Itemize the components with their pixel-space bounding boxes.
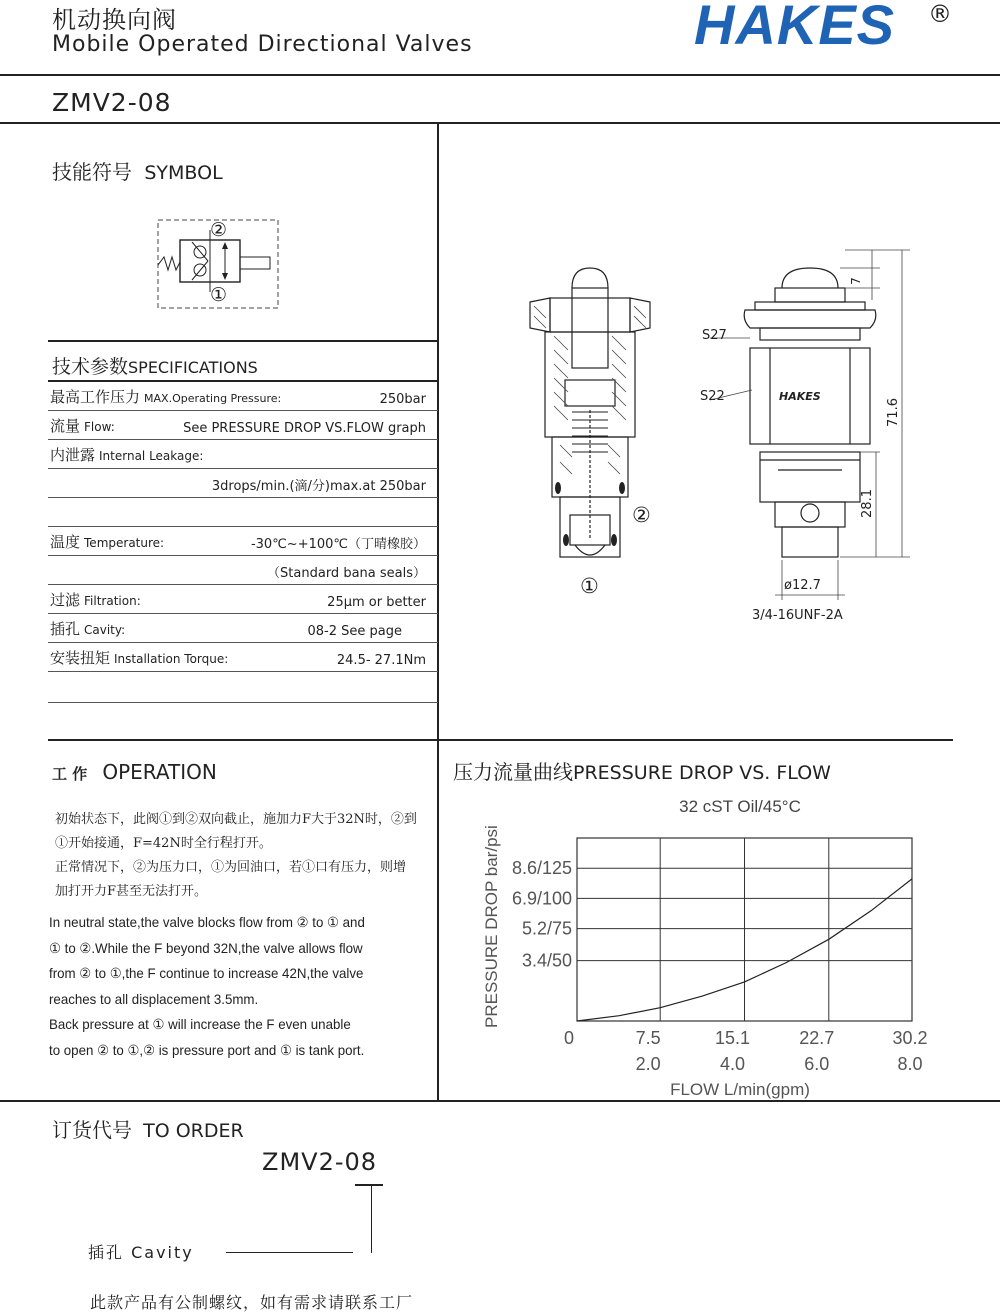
dim-diameter: ø12.7 — [784, 578, 821, 593]
operation-heading — [52, 760, 217, 784]
drawing-port-1: ① — [580, 574, 599, 598]
operation-cn-line: 加打开力F甚至无法打开。 — [55, 884, 208, 899]
spec-label-cn: 安装扭矩 — [50, 649, 111, 667]
spec-label-en: Filtration: — [84, 594, 141, 608]
chart-x-tick-label-gpm: 6.0 — [804, 1054, 830, 1074]
spec-label-en: MAX.Operating Pressure: — [144, 392, 282, 405]
graph-heading — [453, 756, 831, 785]
chart-title: 32 cST Oil/45°C — [679, 797, 801, 816]
symbol-port-1: ① — [210, 284, 228, 306]
order-heading — [52, 1114, 244, 1143]
label-s27: S27 — [702, 328, 727, 343]
spec-row-cavity — [48, 613, 438, 643]
spec-label-en: Flow: — [84, 420, 115, 434]
chart-x-tick-label-gpm: 2.0 — [635, 1054, 661, 1074]
pressure-flow-chart — [440, 788, 960, 1100]
operation-en-line: Back pressure at ① will increase the F even unable — [49, 1016, 351, 1032]
spec-label-cn: 内泄露 — [50, 446, 96, 464]
dim-7: 7 — [848, 277, 863, 285]
spec-value: 250bar — [379, 392, 426, 407]
spec-row-blank — [48, 497, 438, 527]
operation-en-line: to open ② to ①,② is pressure port and ① is tank port. — [49, 1041, 365, 1058]
spec-row-temperature — [48, 526, 438, 556]
spec-value: 24.5- 27.1Nm — [336, 653, 426, 668]
order-tick-h — [355, 1184, 383, 1186]
operation-heading-cn: 工 作 — [52, 765, 88, 783]
order-heading-cn: 订货代号 — [52, 1118, 132, 1142]
operation-en-line: In neutral state,the valve blocks flow from ② to ① and — [49, 914, 365, 930]
spec-label-en: Internal Leakage: — [99, 449, 204, 463]
symbol-port-2: ② — [210, 219, 228, 241]
spec-row-pressure — [48, 381, 438, 411]
order-divider — [0, 1100, 1000, 1102]
spec-value: 3drops/min.(滴/分)max.at 250bar — [211, 479, 426, 494]
order-model: ZMV2-08 — [262, 1148, 378, 1176]
symbol-heading-en: SYMBOL — [144, 162, 223, 184]
chart-y-tick-label: 5.2/75 — [521, 918, 572, 939]
title-en: Mobile Operated Directional Valves — [52, 32, 473, 57]
cavity-leader — [226, 1252, 353, 1253]
chart-y-tick-label: 6.9/100 — [511, 888, 572, 909]
chart-x-tick-label: 15.1 — [714, 1028, 751, 1048]
header-divider — [0, 74, 1000, 76]
spec-label-cn: 温度 — [50, 533, 81, 551]
spec-row-seals — [48, 555, 438, 585]
cavity-label: 插孔 Cavity — [88, 1243, 194, 1262]
spec-label-cn: 过滤 — [50, 591, 81, 609]
spec-row-leakage — [48, 439, 438, 469]
spec-value: 08-2 See page — [307, 624, 402, 639]
chart-y-tick-label: 8.6/125 — [511, 858, 572, 879]
operation-cn-line: 初始状态下，此阀①到②双向截止，施加力F大于32N时，②到 — [55, 812, 417, 827]
chart-y-ticks — [512, 858, 572, 970]
title-cn: 机动换向阀 — [52, 6, 177, 34]
chart-x-tick-label: 7.5 — [635, 1028, 661, 1048]
spec-row-filtration — [48, 584, 438, 614]
spec-value: See PRESSURE DROP VS.FLOW graph — [183, 421, 426, 436]
spec-value: -30℃~+100℃（丁晴橡胶） — [250, 537, 426, 552]
operation-en-line: ① to ②.While the F beyond 32N,the valve allows flow — [49, 939, 363, 956]
operation-cn-line: ①开始接通，F=42N时全行程打开。 — [55, 836, 272, 851]
model-title: ZMV2-08 — [52, 88, 172, 117]
operation-divider — [48, 739, 953, 741]
metric-thread-note: 此款产品有公制螺纹，如有需求请联系工厂 — [90, 1293, 414, 1312]
dim-28-1: 28.1 — [859, 489, 875, 518]
order-tick-v — [371, 1185, 372, 1253]
chart-y-tick-label: 3.4/50 — [521, 950, 572, 971]
spec-row-flow — [48, 410, 438, 440]
chart-x-tick-label: 0 — [563, 1028, 575, 1048]
spec-label-cn: 最高工作压力 — [50, 388, 141, 406]
spec-row-leakage-value — [48, 468, 438, 498]
symbol-heading — [52, 156, 223, 185]
dim-thread: 3/4-16UNF-2A — [752, 608, 843, 623]
chart-x-tick-label-gpm: 8.0 — [897, 1054, 923, 1074]
chart-x-ticks — [564, 1028, 928, 1074]
chart-grid — [577, 838, 912, 1021]
graph-heading-en: PRESSURE DROP VS. FLOW — [573, 762, 831, 784]
spec-value: （Standard bana seals） — [267, 566, 426, 581]
brand-logo: HAKES — [694, 0, 896, 56]
model-divider — [0, 122, 1000, 124]
spec-row-torque — [48, 642, 438, 672]
chart-x-tick-label-gpm: 4.0 — [719, 1054, 746, 1074]
spec-label-en: Cavity: — [84, 623, 126, 637]
chart-x-tick-label: 30.2 — [892, 1028, 928, 1048]
spec-heading-en: SPECIFICATIONS — [128, 358, 258, 377]
order-heading-en: TO ORDER — [143, 1120, 244, 1142]
operation-cn-line: 正常情况下，②为压力口，①为回油口，若①口有压力，则增 — [55, 860, 407, 875]
spec-row-last — [48, 673, 438, 703]
spec-label-en: Installation Torque: — [114, 652, 229, 666]
dim-71-6: 71.6 — [885, 398, 901, 427]
label-s22: S22 — [700, 389, 725, 404]
spec-label-en: Temperature: — [84, 536, 165, 550]
spec-value: 25μm or better — [327, 595, 426, 610]
chart-x-tick-label: 22.7 — [799, 1028, 835, 1048]
operation-en-text — [49, 910, 410, 1063]
spec-top-divider — [48, 340, 438, 342]
operation-heading-en: OPERATION — [102, 760, 217, 784]
spec-label-cn: 流量 — [50, 417, 81, 435]
chart-y-label: PRESSURE DROP bar/psi — [482, 825, 501, 1028]
graph-heading-cn: 压力流量曲线 — [453, 760, 573, 784]
spec-heading-cn: 技术参数 — [52, 356, 129, 378]
operation-en-line: from ② to ①,the F continue to increase 42N,the valve — [49, 965, 364, 981]
operation-en-line: reaches to all displacement 3.5mm. — [49, 990, 259, 1007]
spec-heading — [52, 352, 258, 379]
operation-cn-text — [55, 808, 435, 904]
drawing-port-2: ② — [632, 503, 651, 527]
spec-label-cn: 插孔 — [50, 620, 81, 638]
symbol-heading-cn: 技能符号 — [52, 160, 132, 184]
drawing-brand: HAKES — [779, 390, 821, 403]
chart-x-label: FLOW L/min(gpm) — [670, 1080, 810, 1099]
registered-mark: ® — [928, 0, 952, 28]
